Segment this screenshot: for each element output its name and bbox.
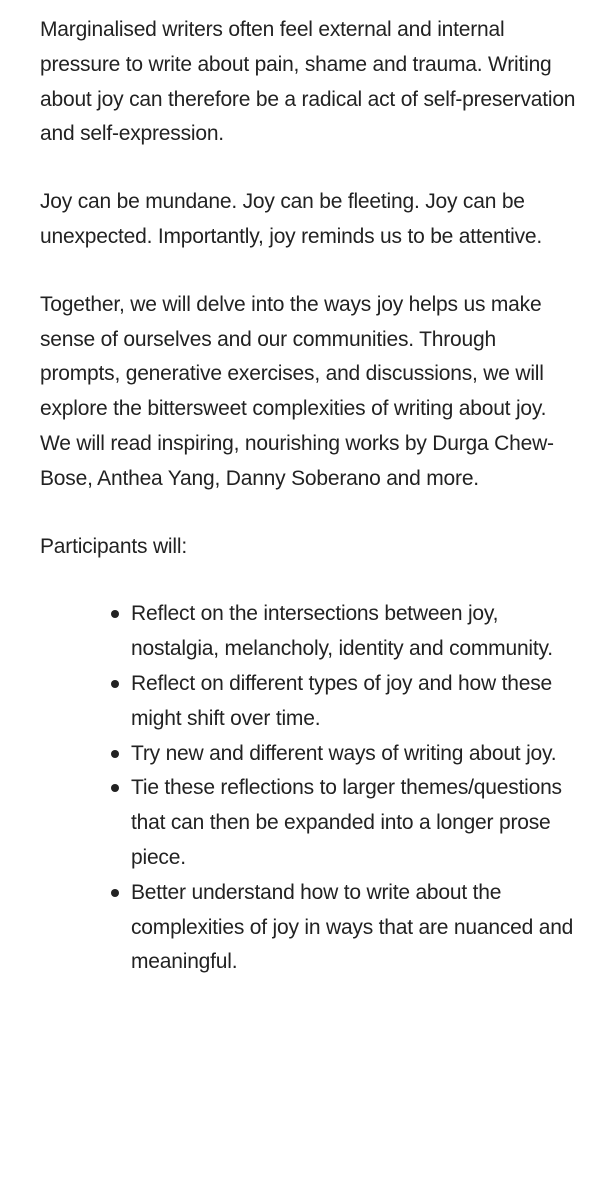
- bullet-icon: [111, 784, 119, 792]
- intro-paragraph: Marginalised writers often feel external and internal pressure to write about pain, shame and trauma. Writing about joy can therefore be a radical act of self-preservation and self-expression.: [40, 18, 576, 146]
- participant-outcomes-list: [40, 597, 580, 980]
- list-item-text: Try new and different ways of writing about joy.: [131, 741, 557, 765]
- bullet-icon: [111, 889, 119, 897]
- list-item-text: Reflect on the intersections between joy, nostalgia, melancholy, identity and community.: [131, 602, 553, 661]
- participants-heading: Participants will:: [40, 534, 187, 558]
- list-item-text: Reflect on different types of joy and how these might shift over time.: [131, 671, 552, 730]
- list-item: [131, 771, 580, 875]
- list-item-text: Better understand how to write about the complexities of joy in ways that are nuanced and meaningful.: [131, 880, 574, 974]
- bullet-icon: [111, 750, 119, 758]
- bullet-icon: [111, 680, 119, 688]
- document-body: [40, 13, 580, 980]
- workshop-paragraph: Together, we will delve into the ways joy helps us make sense of ourselves and our communities. Through prompts, generative exercises, and discussions, we will explore the bittersweet complexities of writing about joy. We will read inspiring, nourishing works by Durga Chew-Bose, Anthea Yang, Danny Soberano and more.: [40, 292, 554, 490]
- joy-paragraph: Joy can be mundane. Joy can be fleeting. Joy can be unexpected. Importantly, joy reminds us to be attentive.: [40, 190, 543, 248]
- list-item: [131, 737, 580, 772]
- list-item-text: Tie these reflections to larger themes/questions that can then be expanded into a longer prose piece.: [131, 776, 562, 869]
- list-item: [131, 667, 580, 737]
- list-item: [131, 597, 580, 667]
- bullet-icon: [111, 610, 119, 618]
- list-item: [131, 876, 580, 980]
